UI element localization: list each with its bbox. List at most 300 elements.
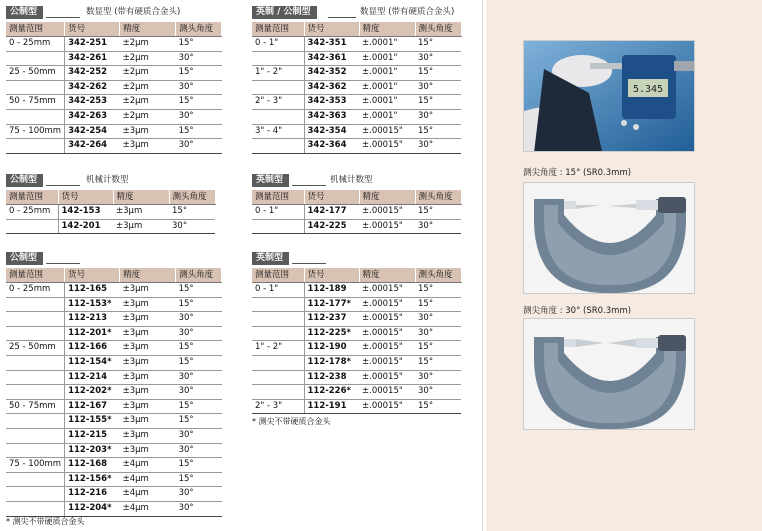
table-row (6, 80, 222, 95)
cell-angle: 30° (176, 326, 222, 341)
cell-angle: 30° (415, 109, 461, 124)
table-row (252, 51, 461, 66)
cell-item: 342-263 (65, 109, 120, 124)
spec-table (6, 22, 222, 154)
cell-acc: ±.0001" (359, 95, 415, 110)
cell-angle: 30° (176, 139, 222, 154)
cell-range: 0 - 25mm (6, 283, 65, 298)
table-row (252, 326, 461, 341)
cell-acc: ±3μm (120, 414, 176, 429)
cell-item: 342-264 (65, 139, 120, 154)
cell-acc: ±2μm (120, 51, 176, 66)
cell-range (6, 80, 65, 95)
cell-range: 25 - 50mm (6, 66, 65, 81)
cell-item: 112-202* (65, 385, 120, 400)
cell-item: 342-251 (65, 37, 120, 52)
table-row (6, 219, 215, 234)
cell-angle: 15° (176, 341, 222, 356)
cell-item: 112-177* (304, 297, 359, 312)
cell-angle: 30° (415, 370, 461, 385)
column-header: 测头角度 (415, 190, 461, 205)
table-row (252, 66, 461, 81)
cell-angle: 15° (176, 414, 222, 429)
table-row (252, 109, 461, 124)
table-header-row (6, 22, 222, 37)
cell-angle: 15° (176, 399, 222, 414)
cell-angle: 30° (415, 312, 461, 327)
column-header: 货号 (304, 22, 359, 37)
micrometer-15-illustration (524, 183, 695, 294)
cell-acc: ±.00015" (359, 124, 415, 139)
cell-acc: ±.00015" (359, 341, 415, 356)
cell-angle: 30° (415, 219, 461, 234)
cell-range (252, 385, 304, 400)
cell-angle: 15° (176, 66, 222, 81)
cell-angle: 15° (176, 355, 222, 370)
cell-acc: ±.0001" (359, 37, 415, 52)
cell-item: 142-225 (304, 219, 359, 234)
cell-acc: ±.00015" (359, 139, 415, 154)
metric-standard-section (6, 252, 222, 517)
section-rule (46, 185, 80, 186)
table-row (252, 37, 461, 52)
section-rule (46, 17, 80, 18)
table-row (6, 443, 222, 458)
cell-angle: 30° (176, 428, 222, 443)
cell-item: 112-214 (65, 370, 120, 385)
table-row (6, 124, 222, 139)
spec-table (252, 190, 462, 234)
table-row (6, 109, 222, 124)
column-header: 测头角度 (176, 268, 222, 283)
cell-angle: 30° (176, 487, 222, 502)
cell-acc: ±3μm (120, 124, 176, 139)
table-row (252, 219, 461, 234)
inch-counter-section (252, 174, 462, 234)
column-header: 测量范围 (6, 190, 58, 205)
section-subtitle: 机械计数型 (86, 175, 129, 185)
column-header: 测量范围 (252, 268, 304, 283)
cell-range (6, 501, 65, 516)
cell-item: 342-354 (304, 124, 359, 139)
cell-angle: 30° (415, 326, 461, 341)
table-row (6, 428, 222, 443)
cell-item: 112-154* (65, 355, 120, 370)
cell-range (6, 312, 65, 327)
cell-acc: ±.0001" (359, 66, 415, 81)
cell-acc: ±.0001" (359, 51, 415, 66)
cell-item: 112-225* (304, 326, 359, 341)
cell-item: 112-166 (65, 341, 120, 356)
cell-item: 112-156* (65, 472, 120, 487)
cell-acc: ±3μm (120, 326, 176, 341)
cell-item: 342-252 (65, 66, 120, 81)
cell-item: 112-191 (304, 399, 359, 414)
table-row (252, 283, 461, 298)
table-header-row (252, 268, 461, 283)
cell-item: 112-153* (65, 297, 120, 312)
table-row (6, 458, 222, 473)
cell-item: 112-203* (65, 443, 120, 458)
cell-acc: ±3μm (120, 399, 176, 414)
table-row (6, 283, 222, 298)
section-tag: 英制型 (252, 174, 289, 187)
cell-range: 2" - 3" (252, 95, 304, 110)
column-header: 精度 (120, 22, 176, 37)
column-header: 测头角度 (415, 22, 461, 37)
cell-item: 342-364 (304, 139, 359, 154)
cell-item: 112-238 (304, 370, 359, 385)
cell-range (6, 385, 65, 400)
cell-acc: ±.00015" (359, 219, 415, 234)
spec-table (252, 268, 462, 414)
column-header: 测量范围 (252, 190, 304, 205)
cell-range: 1" - 2" (252, 66, 304, 81)
cell-range: 3" - 4" (252, 124, 304, 139)
cell-acc: ±3μm (120, 385, 176, 400)
column-header: 货号 (304, 190, 359, 205)
column-header: 测头角度 (415, 268, 461, 283)
column-header: 测头角度 (176, 22, 222, 37)
cell-angle: 15° (176, 297, 222, 312)
section-header (6, 174, 216, 188)
cell-range: 0 - 25mm (6, 37, 65, 52)
table-row (252, 205, 461, 220)
cell-angle: 15° (415, 341, 461, 356)
table-row (252, 385, 461, 400)
inch-standard-section (252, 252, 462, 414)
cell-range (252, 51, 304, 66)
cell-angle: 30° (176, 501, 222, 516)
cell-range (6, 355, 65, 370)
table-header-row (252, 22, 461, 37)
column-divider (482, 0, 483, 531)
cell-acc: ±.00015" (359, 297, 415, 312)
cell-item: 342-261 (65, 51, 120, 66)
column-header: 精度 (359, 190, 415, 205)
metric-digital-section (6, 6, 222, 154)
cell-item: 112-178* (304, 355, 359, 370)
cell-acc: ±.00015" (359, 312, 415, 327)
cell-range: 1" - 2" (252, 341, 304, 356)
table-row (6, 385, 222, 400)
cell-acc: ±4μm (120, 501, 176, 516)
cell-item: 342-262 (65, 80, 120, 95)
table-header-row (252, 190, 461, 205)
cell-angle: 15° (176, 124, 222, 139)
cell-angle: 30° (176, 80, 222, 95)
table-row (6, 501, 222, 516)
cell-acc: ±3μm (113, 219, 169, 234)
cell-acc: ±2μm (120, 37, 176, 52)
cell-angle: 15° (415, 283, 461, 298)
table-header-row (6, 190, 215, 205)
table-row (252, 312, 461, 327)
cell-angle: 30° (169, 219, 215, 234)
cell-acc: ±2μm (120, 80, 176, 95)
cell-angle: 30° (176, 51, 222, 66)
table-row (6, 370, 222, 385)
table-row (6, 51, 222, 66)
cell-item: 142-153 (58, 205, 113, 220)
spec-table (6, 268, 222, 517)
cell-range (6, 139, 65, 154)
section-rule (292, 263, 326, 264)
cell-acc: ±3μm (120, 312, 176, 327)
cell-acc: ±4μm (120, 458, 176, 473)
table-row (6, 37, 222, 52)
section-subtitle: 机械计数型 (330, 175, 373, 185)
section-tag: 公制型 (6, 252, 43, 265)
cell-angle: 30° (176, 385, 222, 400)
micrometer-30-illustration (524, 319, 695, 430)
cell-item: 342-362 (304, 80, 359, 95)
cell-item: 112-201* (65, 326, 120, 341)
table-row (6, 297, 222, 312)
cell-acc: ±.00015" (359, 355, 415, 370)
table-row (252, 297, 461, 312)
section-subtitle: 数显型 (带有硬质合金头) (360, 7, 455, 17)
cell-item: 342-353 (304, 95, 359, 110)
table-row (252, 124, 461, 139)
cell-item: 342-363 (304, 109, 359, 124)
cell-item: 112-165 (65, 283, 120, 298)
cell-acc: ±3μm (120, 428, 176, 443)
cell-item: 112-168 (65, 458, 120, 473)
cell-acc: ±3μm (120, 283, 176, 298)
cell-angle: 15° (176, 37, 222, 52)
table-row (6, 66, 222, 81)
cell-angle: 15° (176, 283, 222, 298)
cell-acc: ±2μm (120, 66, 176, 81)
cell-angle: 30° (415, 51, 461, 66)
column-header: 精度 (359, 22, 415, 37)
cell-item: 112-226* (304, 385, 359, 400)
section-header (6, 6, 222, 20)
digital-micrometer-illustration (524, 41, 695, 152)
footnote-inch: * 测尖不带硬质合金头 (252, 417, 331, 426)
cell-acc: ±3μm (120, 139, 176, 154)
table-row (252, 341, 461, 356)
section-header (252, 174, 462, 188)
cell-acc: ±.00015" (359, 370, 415, 385)
section-rule (292, 185, 326, 186)
table-row (6, 355, 222, 370)
cell-angle: 30° (415, 80, 461, 95)
cell-range (6, 370, 65, 385)
cell-item: 112-213 (65, 312, 120, 327)
table-row (6, 95, 222, 110)
micrometer-30-degree-photo (523, 318, 695, 430)
table-row (6, 312, 222, 327)
cell-acc: ±3μm (120, 341, 176, 356)
cell-acc: ±3μm (120, 443, 176, 458)
section-header (252, 6, 462, 20)
cell-range: 50 - 75mm (6, 399, 65, 414)
cell-range: 75 - 100mm (6, 124, 65, 139)
cell-angle: 15° (415, 399, 461, 414)
section-tag: 英制 / 公制型 (252, 6, 317, 19)
cell-angle: 15° (176, 472, 222, 487)
cell-range: 0 - 25mm (6, 205, 58, 220)
cell-item: 142-201 (58, 219, 113, 234)
cell-range: 50 - 75mm (6, 95, 65, 110)
section-header (252, 252, 462, 266)
cell-range: 0 - 1" (252, 37, 304, 52)
cell-angle: 30° (415, 139, 461, 154)
cell-range: 25 - 50mm (6, 341, 65, 356)
section-header (6, 252, 222, 266)
cell-item: 342-351 (304, 37, 359, 52)
cell-item: 112-167 (65, 399, 120, 414)
column-header: 货号 (65, 268, 120, 283)
table-row (252, 370, 461, 385)
cell-range: 0 - 1" (252, 283, 304, 298)
cell-item: 112-215 (65, 428, 120, 443)
cell-item: 112-155* (65, 414, 120, 429)
table-row (6, 487, 222, 502)
cell-item: 112-190 (304, 341, 359, 356)
cell-range (6, 428, 65, 443)
footnote-metric: * 测尖不带硬质合金头 (6, 517, 85, 526)
cell-acc: ±3μm (120, 370, 176, 385)
cell-range (252, 109, 304, 124)
cell-angle: 15° (415, 355, 461, 370)
display-readout: 5.345 (632, 84, 664, 95)
table-row (252, 80, 461, 95)
table-row (6, 139, 222, 154)
cell-angle: 15° (169, 205, 215, 220)
cell-acc: ±3μm (120, 297, 176, 312)
table-row (6, 205, 215, 220)
cell-item: 342-352 (304, 66, 359, 81)
column-header: 精度 (120, 268, 176, 283)
micrometer-15-degree-photo (523, 182, 695, 294)
photo-panel (486, 0, 762, 531)
cell-range: 75 - 100mm (6, 458, 65, 473)
cell-range (252, 219, 304, 234)
table-row (6, 472, 222, 487)
table-row (252, 399, 461, 414)
cell-acc: ±2μm (120, 95, 176, 110)
column-header: 货号 (304, 268, 359, 283)
column-header: 测量范围 (6, 268, 65, 283)
cell-range (252, 139, 304, 154)
cell-item: 342-253 (65, 95, 120, 110)
cell-acc: ±.0001" (359, 80, 415, 95)
metric-counter-section (6, 174, 216, 234)
table-row (252, 95, 461, 110)
cell-range (6, 414, 65, 429)
cell-angle: 15° (415, 95, 461, 110)
table-row (252, 139, 461, 154)
cell-angle: 30° (176, 312, 222, 327)
spec-table (252, 22, 462, 154)
cell-range (6, 219, 58, 234)
cell-range: 2" - 3" (252, 399, 304, 414)
cell-acc: ±.00015" (359, 385, 415, 400)
cell-angle: 30° (176, 370, 222, 385)
column-header: 货号 (58, 190, 113, 205)
cell-item: 112-216 (65, 487, 120, 502)
cell-angle: 15° (176, 458, 222, 473)
section-tag: 公制型 (6, 174, 43, 187)
cell-range: 0 - 1" (252, 205, 304, 220)
cell-item: 142-177 (304, 205, 359, 220)
cell-range (6, 51, 65, 66)
column-header: 精度 (359, 268, 415, 283)
caption-30-degree: 测尖角度 : 30° (SR0.3mm) (523, 306, 632, 316)
cell-range (6, 297, 65, 312)
cell-acc: ±4μm (120, 487, 176, 502)
cell-item: 342-361 (304, 51, 359, 66)
cell-angle: 15° (176, 95, 222, 110)
cell-range (252, 355, 304, 370)
column-header: 测量范围 (252, 22, 304, 37)
cell-range (252, 312, 304, 327)
table-row (252, 355, 461, 370)
section-tag: 英制型 (252, 252, 289, 265)
column-header: 精度 (113, 190, 169, 205)
cell-angle: 15° (415, 124, 461, 139)
inch-digital-section (252, 6, 462, 154)
cell-acc: ±3μm (120, 355, 176, 370)
cell-acc: ±.0001" (359, 109, 415, 124)
cell-angle: 30° (176, 109, 222, 124)
cell-range (252, 370, 304, 385)
section-rule (46, 263, 80, 264)
cell-item: 342-254 (65, 124, 120, 139)
cell-acc: ±.00015" (359, 205, 415, 220)
table-row (6, 414, 222, 429)
cell-range (252, 80, 304, 95)
cell-angle: 15° (415, 297, 461, 312)
digital-micrometer-photo (523, 40, 695, 152)
cell-item: 112-204* (65, 501, 120, 516)
caption-15-degree: 测尖角度 : 15° (SR0.3mm) (523, 168, 632, 178)
cell-range (6, 109, 65, 124)
cell-item: 112-237 (304, 312, 359, 327)
cell-item: 112-189 (304, 283, 359, 298)
cell-angle: 30° (415, 385, 461, 400)
section-tag: 公制型 (6, 6, 43, 19)
cell-range (6, 487, 65, 502)
table-row (6, 341, 222, 356)
cell-acc: ±3μm (113, 205, 169, 220)
table-row (6, 399, 222, 414)
cell-range (6, 326, 65, 341)
cell-acc: ±.00015" (359, 283, 415, 298)
spec-table (6, 190, 216, 234)
table-header-row (6, 268, 222, 283)
section-subtitle: 数显型 (带有硬质合金头) (86, 7, 181, 17)
column-header: 货号 (65, 22, 120, 37)
cell-angle: 15° (415, 66, 461, 81)
column-header: 测量范围 (6, 22, 65, 37)
cell-angle: 30° (176, 443, 222, 458)
table-row (6, 326, 222, 341)
cell-range (252, 297, 304, 312)
cell-angle: 15° (415, 37, 461, 52)
cell-acc: ±.00015" (359, 326, 415, 341)
section-rule (328, 17, 356, 18)
cell-acc: ±4μm (120, 472, 176, 487)
column-header: 测头角度 (169, 190, 215, 205)
cell-range (252, 326, 304, 341)
cell-range (6, 443, 65, 458)
cell-acc: ±2μm (120, 109, 176, 124)
cell-range (6, 472, 65, 487)
